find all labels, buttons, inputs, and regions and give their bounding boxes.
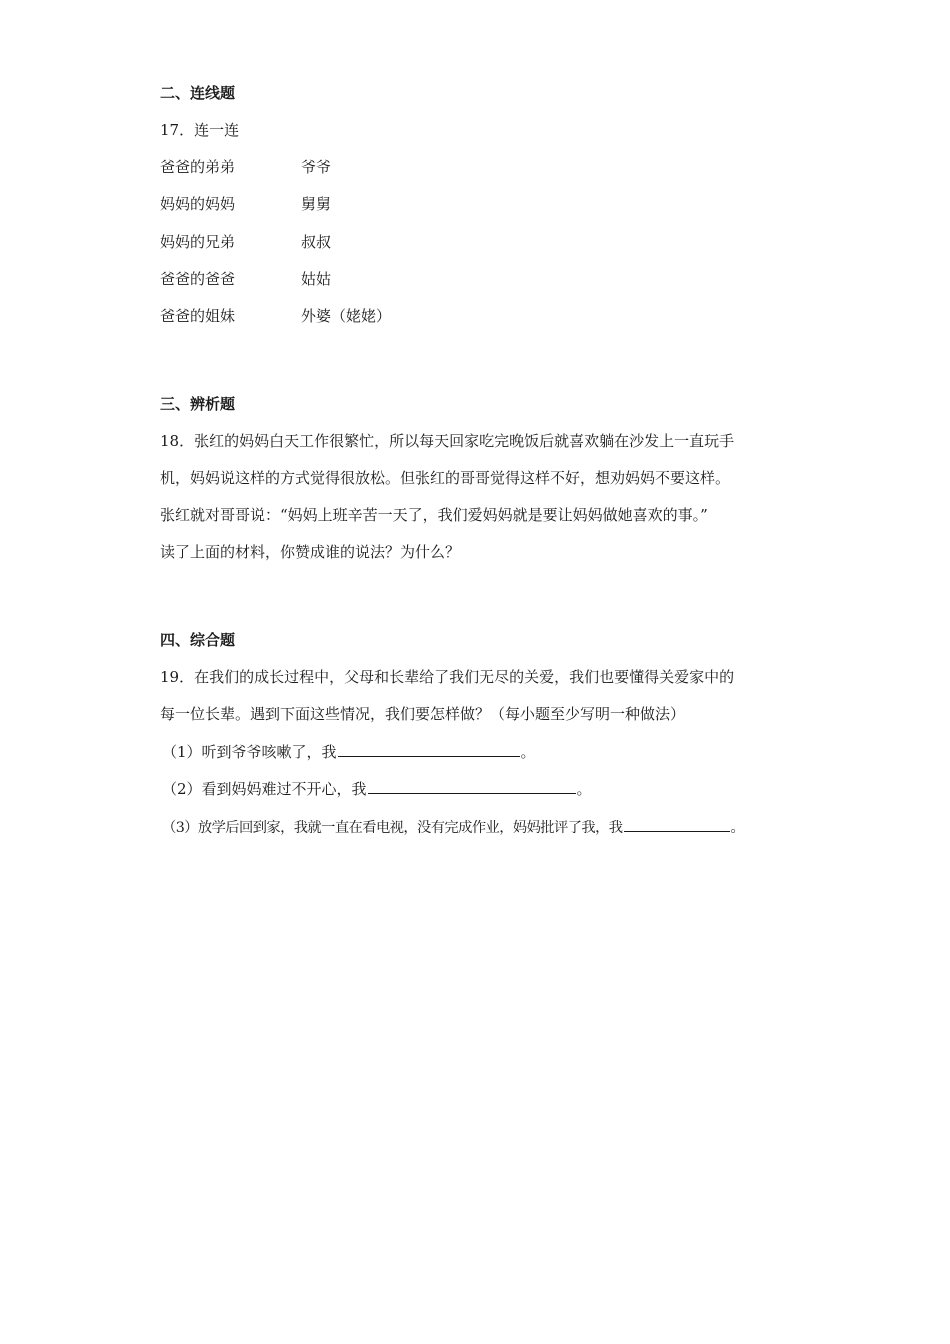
answer-blank[interactable]: [338, 741, 520, 757]
sub-question-end: 。: [576, 780, 592, 798]
question-19-sub-2: [162, 778, 592, 799]
section-heading-matching: 二、连线题: [160, 84, 236, 102]
sub-question-end: 。: [730, 820, 745, 836]
matching-left-item: 爸爸的爸爸: [160, 270, 236, 288]
matching-left-item: 爸爸的弟弟: [160, 158, 236, 176]
matching-right-item: 舅舅: [301, 195, 332, 213]
question-17-title: 17．连一连: [160, 121, 240, 139]
section-heading-comprehensive: 四、综合题: [160, 631, 236, 649]
question-18-line: 机，妈妈说这样的方式觉得很放松。但张红的哥哥觉得这样不好，想劝妈妈不要这样。: [160, 469, 731, 487]
question-18-line: 读了上面的材料，你赞成谁的说法？为什么？: [160, 543, 461, 561]
sub-question-text: （2）看到妈妈难过不开心，我: [162, 780, 367, 798]
question-18-line: 18．张红的妈妈白天工作很繁忙，所以每天回家吃完晚饭后就喜欢躺在沙发上一直玩手: [160, 432, 735, 450]
matching-right-item: 外婆（姥姥）: [301, 307, 392, 325]
matching-right-item: 姑姑: [301, 270, 332, 288]
sub-question-text: （1）听到爷爷咳嗽了，我: [162, 743, 337, 761]
matching-left-item: 妈妈的妈妈: [160, 195, 236, 213]
matching-right-item: 叔叔: [301, 233, 332, 251]
answer-blank[interactable]: [624, 816, 730, 832]
section-heading-analysis: 三、辨析题: [160, 395, 236, 413]
question-18-line: 张红就对哥哥说：“妈妈上班辛苦一天了，我们爱妈妈就是要让妈妈做她喜欢的事。”: [160, 506, 708, 524]
matching-row: [160, 193, 331, 214]
matching-left-item: 妈妈的兄弟: [160, 233, 236, 251]
answer-blank[interactable]: [368, 778, 576, 794]
matching-row: [160, 231, 331, 252]
matching-left-item: 爸爸的姐妹: [160, 307, 236, 325]
sub-question-end: 。: [520, 743, 536, 761]
matching-row: [160, 305, 391, 326]
question-19-sub-1: [162, 741, 536, 762]
question-19-sub-3: [162, 816, 744, 837]
matching-row: [160, 268, 331, 289]
matching-row: [160, 156, 331, 177]
question-19-line: 19．在我们的成长过程中，父母和长辈给了我们无尽的关爱，我们也要懂得关爱家中的: [160, 668, 735, 686]
sub-question-text: （3）放学后回到家，我就一直在看电视，没有完成作业，妈妈批评了我，我: [162, 820, 623, 836]
question-19-line: 每一位长辈。遇到下面这些情况，我们要怎样做？（每小题至少写明一种做法）: [160, 705, 686, 723]
matching-right-item: 爷爷: [301, 158, 332, 176]
